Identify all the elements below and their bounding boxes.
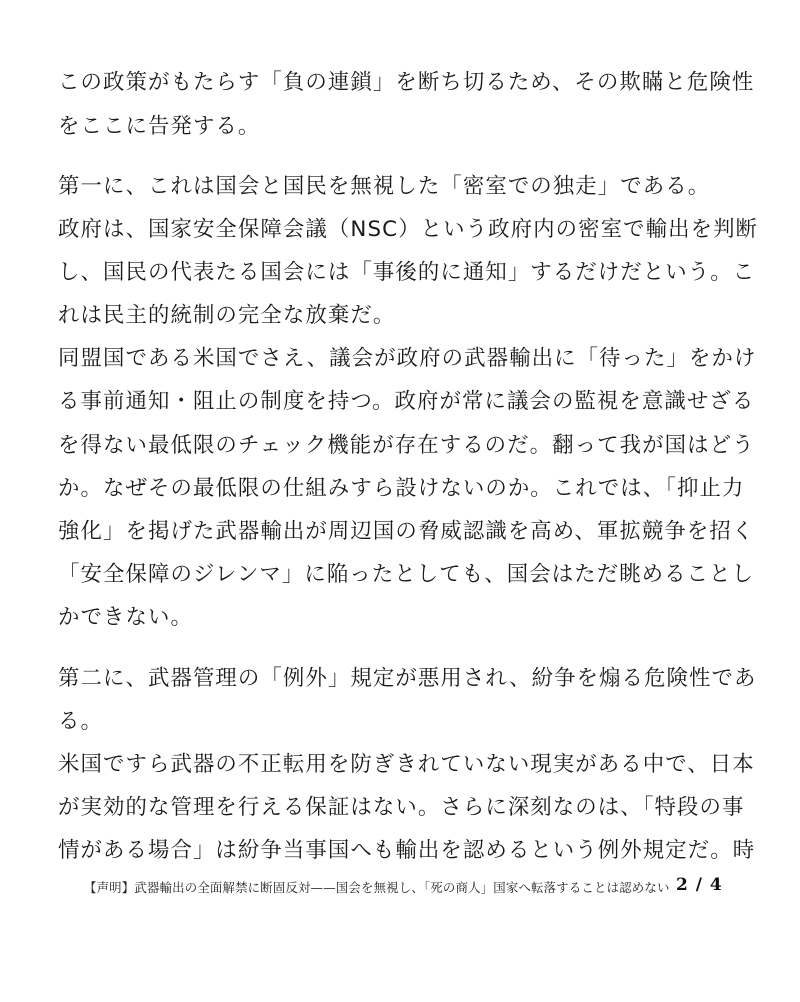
text-line: 米国ですら武器の不正転用を防ぎきれていない現実がある中で、日本 <box>58 752 755 777</box>
text-line: る事前通知・阻止の制度を持つ。政府が常に議会の監視を意識せざる <box>58 389 755 414</box>
text-line: を得ない最低限のチェック機能が存在するのだ。翻って我が国はどう <box>58 433 755 458</box>
text-line: 同盟国である米国でさえ、議会が政府の武器輸出に「待った」をかけ <box>58 346 757 371</box>
text-line: この政策がもたらす「負の連鎖」を断ち切るため、その欺瞞と危険性 <box>58 70 755 95</box>
text-line: 情がある場合」は紛争当事国へも輸出を認めるという例外規定だ。時 <box>58 838 756 863</box>
text-line: し、国民の代表たる国会には「事後的に通知」するだけだという。こ <box>58 260 756 285</box>
text-line: かできない。 <box>58 605 193 630</box>
text-line: 強化」を掲げた武器輸出が周辺国の脅威認識を高め、軍拡競争を招く <box>58 519 755 544</box>
text-line: 第一に、これは国会と国民を無視した「密室での独走」である。 <box>58 174 711 199</box>
text-line: か。なぜその最低限の仕組みすら設けないのか。これでは、「抑止力 <box>58 476 745 501</box>
page-footer <box>84 876 724 898</box>
text-line: をここに告発する。 <box>58 114 261 139</box>
footer-title: 【声明】武器輸出の全面解禁に断固反対——国会を無視し、「死の商人」国家へ転落することは認めない <box>84 880 670 895</box>
text-line: 政府は、国家安全保障会議（NSC）という政府内の密室で輸出を判断 <box>58 217 759 242</box>
text-line: れは民主的統制の完全な放棄だ。 <box>58 303 396 328</box>
text-line: 「安全保障のジレンマ」に陥ったとしても、国会はただ眺めることし <box>58 562 755 587</box>
page-number: 2 / 4 <box>676 875 723 895</box>
text-line: が実効的な管理を行える保証はない。さらに深刻なのは、「特段の事 <box>58 795 745 820</box>
text-line: 第二に、武器管理の「例外」規定が悪用され、紛争を煽る危険性であ <box>58 666 757 691</box>
text-line: る。 <box>58 709 103 734</box>
